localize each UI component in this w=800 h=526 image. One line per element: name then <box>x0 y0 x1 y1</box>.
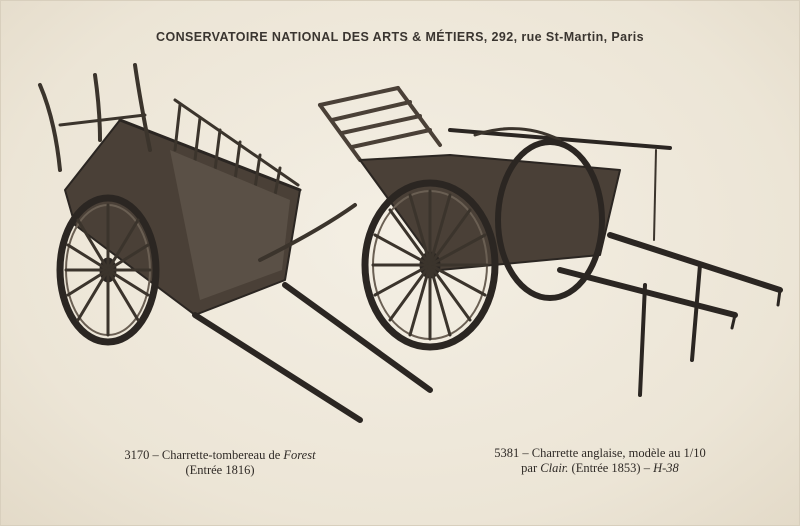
caption-right-cart <box>450 446 750 476</box>
caption-right-maker: Clair. <box>540 461 569 475</box>
caption-right-ref: H-38 <box>653 461 679 475</box>
caption-left-line1 <box>80 448 360 463</box>
left-cart <box>40 65 430 420</box>
caption-right-line2 <box>450 461 750 476</box>
caption-right-entry: (Entrée 1853) – <box>571 461 650 475</box>
cart-photograph <box>20 60 800 440</box>
left-cart-wheel <box>60 198 156 342</box>
caption-right-par: par <box>521 461 538 475</box>
right-cart-front-wheel <box>365 183 495 347</box>
caption-right-line1: 5381 – Charrette anglaise, modèle au 1/10 <box>494 446 706 460</box>
caption-left-text: 3170 – Charrette-tombereau de <box>124 448 281 462</box>
museum-header: CONSERVATOIRE NATIONAL DES ARTS & MÉTIERS, 292, rue St-Martin, Paris <box>156 30 644 44</box>
caption-left-cart <box>80 448 360 478</box>
caption-left-line2: (Entrée 1816) <box>185 463 255 477</box>
caption-left-maker: Forest <box>283 448 316 462</box>
right-cart <box>320 88 780 395</box>
